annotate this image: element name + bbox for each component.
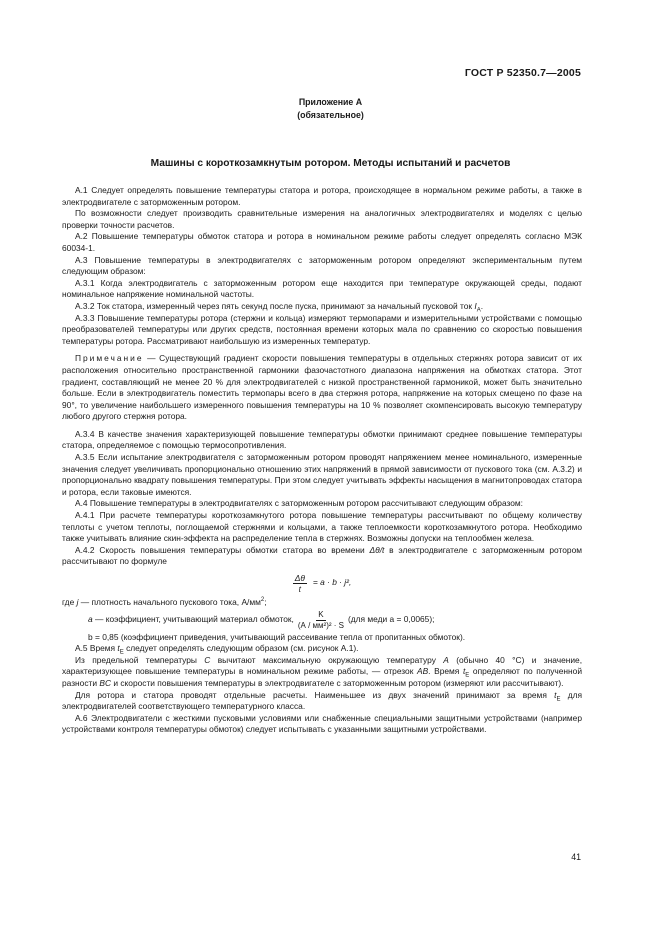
limit-symbol-a: A — [443, 654, 449, 665]
limit-text-6: и скорости повышения температуры в электродвигателе с заторможенным ротором (измеряют или рассчитывают). — [113, 677, 564, 688]
coef-a-symbol: a — [88, 614, 93, 625]
limit-text-2: вычитают максимальную окружающую температуру — [217, 654, 436, 665]
appendix-label: Приложение А — [298, 97, 363, 107]
page-number: 41 — [571, 852, 581, 862]
a42-tail: в электродвигателе с заторможенным ротором рассчитывают по формуле — [62, 544, 582, 567]
formula-denominator: t — [298, 583, 301, 594]
limit-text-5: определяют по полученной разности — [62, 666, 582, 688]
where-sup: 2 — [260, 597, 265, 604]
separate-text: Для ротора и статора проводят отдельные расчеты. Наименьшее из двух значений принимают за время — [75, 689, 547, 700]
where-lead: где — [62, 597, 75, 607]
paragraph-comparison: По возможности следует производить сравнительные измерения на аналогичных электродвигателях и моделях с целью проверки точности расчетов. — [62, 208, 582, 230]
paragraph-separate-calculations — [62, 690, 582, 713]
note-text: — Существующий градиент скорости повышения температуры в отдельных стержнях ротора зависит от их расположения относительно пространственной гармоники фазочастотного диапазона напряжения на обмотках статора. Этот градиент, составляющий не менее 20 % для электродвигателей с низкой пространственной гармоникой, может быть значительно больше. Если в электродвигатель поместить термопары всего в два стержня ротора, напряжение на которых смещено по фазе на 90°, то увеличение наибольшего измеренного повышения температуры на 10 % позволяет скомпенсировать высокую температуру любого другого стержня ротора. — [62, 353, 582, 422]
where-text: — плотность начального пускового тока, А/мм — [80, 597, 261, 607]
coef-a-text: — коэффициент, учитывающий материал обмоток, — [95, 614, 294, 625]
separate-subscript: E — [556, 696, 561, 703]
a32-symbol: I — [474, 300, 477, 311]
a32-text: А.3.2 Ток статора, измеренный через пять секунд после пуска, принимают за начальный пусковой ток — [75, 300, 473, 311]
coefficient-a — [62, 610, 582, 631]
paragraph-a3-3: А.3.3 Повышение температуры ротора (стержни и кольца) измеряют термопарами и измерительными устройствами с помощью преобразователей температуры или других средств, постоянная времени которых мала по сравнению со скоростью повышения температуры ротора. Рассматривают наибольшую из измеренных температур. — [62, 312, 582, 346]
paragraph-a3-2: А.3.2 Ток статора, измеренный через пять секунд после пуска, принимают за начальный пусковой ток $I_A$. — [75, 300, 484, 314]
paragraph-limit-temperature — [62, 655, 582, 690]
paragraph-a3-4: А.3.4 В качестве значения характеризующей повышение температуры обмотки принимают среднее повышение температуры статора, определяемое с помощью термосопротивления. — [62, 428, 582, 451]
appendix-status: (обязательное) — [297, 110, 364, 120]
paragraph-a4-1: А.4.1 При расчете температуры короткозамкнутого ротора повышение температуры рассчитывают по общему количеству теплоты с учетом теплоты, поглощаемой стержнями и кольцами, а также теплоемкости короткозамкнутого ротора. Необходимо также учитывать влияние скин-эффекта на распределение тепла в стержнях. Возможны допуски на теплообмен железа. — [62, 510, 582, 544]
coef-a-numerator: K — [318, 609, 324, 619]
formula-numerator: Δθ — [294, 572, 305, 583]
paragraph-a4-2 — [62, 545, 582, 568]
a5-subscript: E — [119, 649, 124, 656]
paragraph-a3-5: А.3.5 Если испытание электродвигателя с заторможенным ротором проводят напряжением менее номинального, измеренные значения следует увеличивать пропорционально отношению этих напряжений в прямой зависимости от пускового тока (см. А.3.2) и пропорционально квадрату повышения температуры. При этом следует учитывать эффекты насыщения в магнитопроводах статора и ротора, если таковые имеются. — [62, 452, 582, 497]
a5-text: А.5 Время — [75, 643, 116, 654]
formula-fraction — [293, 573, 307, 594]
coef-a-denominator: (А / мм²)² · S — [297, 620, 344, 630]
limit-symbol-c: C — [204, 654, 211, 665]
paragraph-a1: А.1 Следует определять повышение температуры статора и ротора, происходящее в нормальном режиме работы, а также в электродвигателе с заторможенным ротором. — [62, 185, 582, 207]
a5-tail: следует определять следующим образом (см. рисунок А.1). — [126, 643, 359, 654]
limit-text-4: . Время — [428, 666, 460, 677]
where-symbol: j — [76, 597, 79, 607]
a32-subscript: A — [476, 307, 481, 314]
a42-lead: А.4.2 Скорость повышения температуры обмотки статора во времени — [75, 544, 365, 555]
section-title: Машины с короткозамкнутым ротором. Методы испытаний и расчетов — [150, 158, 511, 169]
document-header: ГОСТ Р 52350.7—2005 — [464, 67, 581, 79]
paragraph-a6: А.6 Электродвигатели с жесткими пусковыми условиями или снабженные специальными защитными устройствами (например устройствами контроля температуры обмоток) следует испытывать с указанными защитными устройствами. — [62, 712, 582, 735]
note-label: Примечание — [75, 353, 144, 364]
coef-a-tail: (для меди a = 0,0065); — [347, 614, 435, 625]
paragraph-a5 — [62, 643, 582, 655]
a5-symbol: t — [117, 643, 120, 654]
paragraph-a3: А.3 Повышение температуры в электродвигателях с заторможенным ротором определяют экспериментальным путем следующим образом: — [62, 254, 582, 277]
formula-rhs: = a · b · j², — [312, 577, 352, 588]
limit-symbol-ab: AB — [416, 666, 429, 677]
paragraph-a3-1: А.3.1 Когда электродвигатель с заторможенным ротором еще находится при температуре окружающей среды, подают номинальное напряжение номинальной частоты. — [62, 277, 582, 300]
limit-symbol-bc: BC — [99, 677, 112, 688]
coefficient-b: b = 0,85 (коэффициент приведения, учитывающий рассеивание тепла от пропитанных обмоток). — [88, 631, 466, 642]
paragraph-a2: А.2 Повышение температуры обмоток статора и ротора в номинальном режиме работы следует определять согласно МЭК 60034-1. — [62, 231, 582, 253]
a42-ratio: Δθ/t — [369, 544, 385, 555]
note — [62, 353, 582, 423]
where-line: где j — плотность начального пускового тока, $А/мм^2$; — [62, 597, 267, 607]
limit-text-3: (обычно 40 °С) и значение, характеризующее повышение температуры в номинальном режиме работы, — отрезок — [62, 654, 583, 677]
limit-subscript-e: E — [465, 673, 470, 680]
separate-symbol: t — [554, 689, 557, 700]
separate-tail: для электродвигателей соответствующего температурного класса. — [62, 689, 583, 712]
document-body — [62, 185, 582, 736]
limit-symbol-t: t — [462, 666, 466, 677]
appendix-heading — [0, 96, 661, 122]
limit-text-1: Из предельной температуры — [75, 654, 197, 665]
paragraph-a4: А.4 Повышение температуры в электродвигателях с заторможенным ротором рассчитывают следующим образом: — [75, 498, 524, 509]
formula-temperature-rate — [62, 571, 582, 595]
coef-a-fraction — [298, 610, 344, 631]
